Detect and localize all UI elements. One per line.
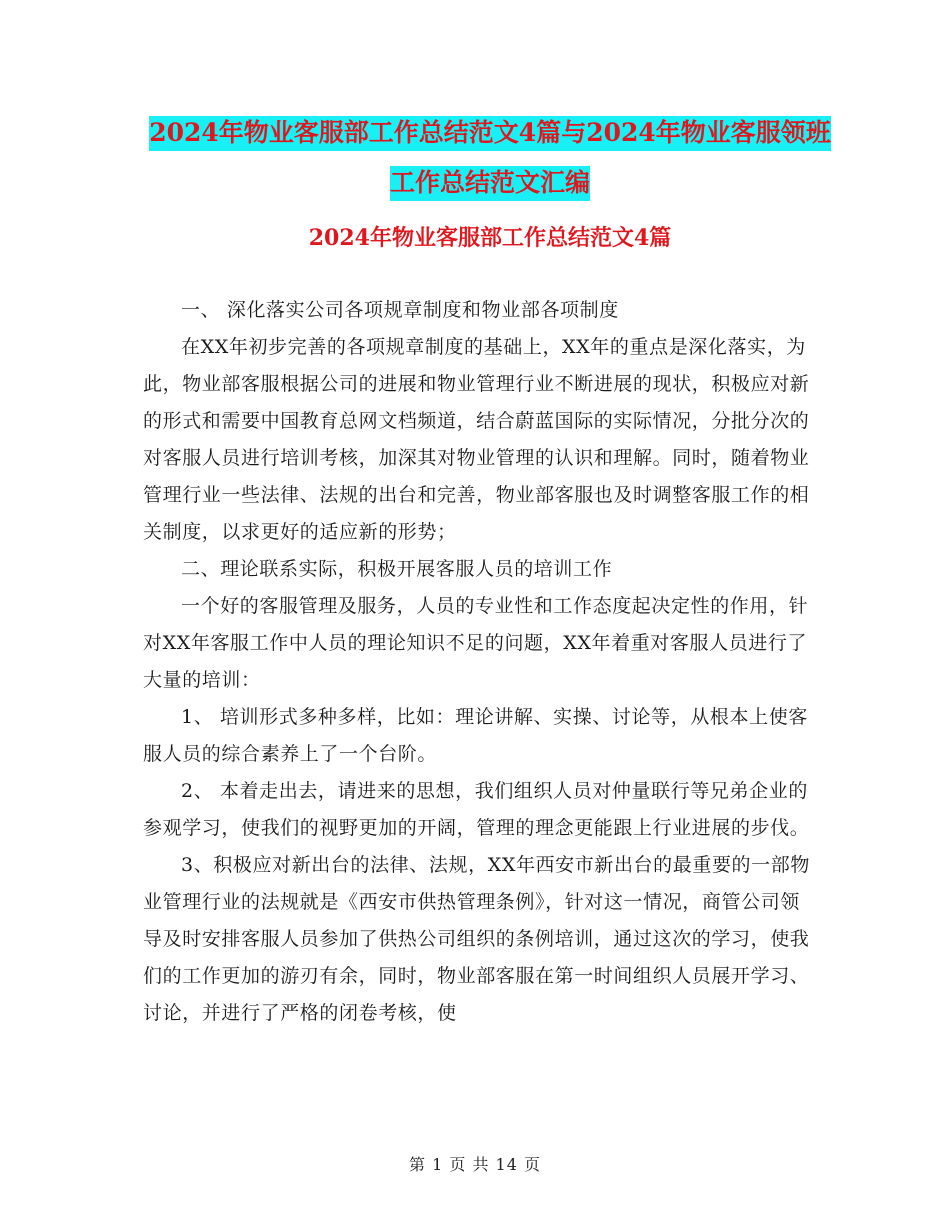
paragraph: 在XX年初步完善的各项规章制度的基础上，XX年的重点是深化落实，为此，物业部客服根据公司的进展和物业管理行业不断进展的现状，积极应对新的形式和需要中国教育总网文档频道，结合蔚蓝国际的实际情况，分批分次的对客服人员进行培训考核，加深其对物业管理的认识和理解。同时，随着物业管理行业一些法律、法规的出台和完善，物业部客服也及时调整客服工作的相关制度，以求更好的适应新的形势；: [143, 336, 810, 543]
document-body: [143, 292, 811, 1032]
list-item: 3、积极应对新出台的法律、法规，XX年西安市新出台的最重要的一部物业管理行业的法规就是《西安市供热管理条例》，针对这一情况，商管公司领导及时安排客服人员参加了供热公司组织的条例培训，通过这次的学习，使我们的工作更加的游刃有余，同时，物业部客服在第一时间组织人员展开学习、讨论，并进行了严格的闭卷考核，使: [143, 854, 810, 1024]
list-item: 2、 本着走出去，请进来的思想，我们组织人员对仲量联行等兄弟企业的参观学习，使我们的视野更加的开阔，管理的理念更能跟上行业进展的步伐。: [143, 780, 810, 839]
list-item: 1、 培训形式多种多样，比如：理论讲解、实操、讨论等，从根本上使客服人员的综合素养上了一个台阶。: [143, 706, 808, 765]
paragraph-heading-1: 一、 深化落实公司各项规章制度和物业部各项制度: [181, 299, 619, 321]
paragraph: 一个好的客服管理及服务，人员的专业性和工作态度起决定性的作用，针对XX年客服工作中人员的理论知识不足的问题，XX年着重对客服人员进行了大量的培训：: [143, 595, 809, 691]
section-title: 2024年物业客服部工作总结范文4篇: [308, 225, 672, 251]
page-footer: 第 1 页 共 14 页: [409, 1155, 541, 1174]
document-title: [140, 108, 840, 208]
paragraph-heading-2: 二、理论联系实际，积极开展客服人员的培训工作: [181, 558, 613, 580]
document-title-text: 2024年物业客服部工作总结范文4篇与2024年物业客服领班工作总结范文汇编: [149, 116, 831, 201]
